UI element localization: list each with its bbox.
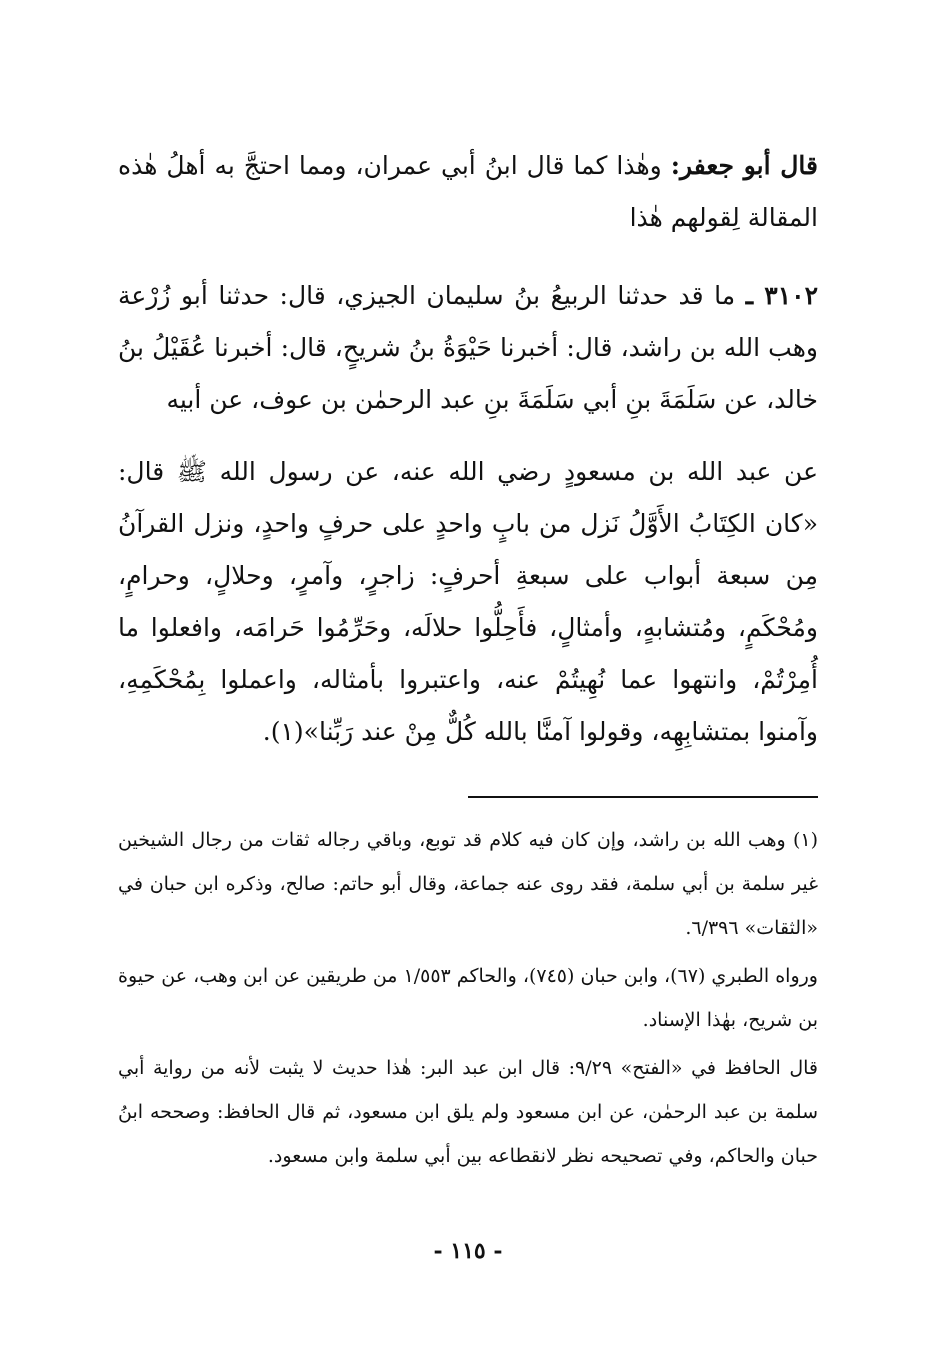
footnote-3: قال الحافظ في «الفتح» ٩/٢٩: قال ابن عبد البر: هٰذا حديث لا يثبت لأنه من رواية أبي سلمة بن عبد الرحمٰن، عن ابن مسعود ولم يلق ابن مسعود، ثم قال الحافظ: وصححه ابنُ حبان والحاكم، وفي تصحيحه نظر لانقطاعه بين أبي سلمة وابن مسعود. bbox=[118, 1057, 819, 1167]
speaker-label: قال أبو جعفر: bbox=[670, 151, 819, 180]
footnote-2: ورواه الطبري (٦٧)، وابن حبان (٧٤٥)، والحاكم ١/٥٥٣ من طريقين عن ابن وهب، عن حيوة بن شريح، بهٰذا الإسناد. bbox=[118, 965, 818, 1031]
main-text bbox=[118, 140, 818, 778]
footnote-1: (١) وهب الله بن راشد، وإن كان فيه كلام قد توبع، وباقي رجاله ثقات من رجال الشيخين غير سلمة بن أبي سلمة، فقد روى عنه جماعة، وقال أبو حاتم: صالح، وذكره ابن حبان في «الثقات» ٦/٣٩٦. bbox=[118, 829, 818, 939]
page-number: - ١١٥ - bbox=[433, 1238, 503, 1264]
hadith-matn-paragraph bbox=[118, 446, 818, 758]
hadith-isnad: ما قد حدثنا الربيعُ بنُ سليمان الجيزي، قال: حدثنا أبو زُرْعة وهب الله بن راشد، قال: أخبرنا حَيْوَةُ بنُ شريحٍ، قال: أخبرنا عُقَيْلُ بنُ خالد، عن سَلَمَةَ بنِ أبي سَلَمَةَ بنِ عبد الرحمٰن بن عوف، عن أبيه bbox=[118, 281, 818, 414]
footnote-separator bbox=[468, 796, 818, 798]
footnotes bbox=[118, 818, 818, 1182]
intro-text: وهٰذا كما قال ابنُ أبي عمران، ومما احتجَّ به أهلُ هٰذه المقالة لِقولهم هٰذا bbox=[118, 151, 818, 232]
hadith-matn: عن عبد الله بن مسعودٍ رضي الله عنه، عن رسول الله ﷺ قال: «كان الكِتَابُ الأَوَّلُ نَزل من بابٍ واحدٍ على حرفٍ واحدٍ، ونزل القرآنُ مِن سبعة أبواب على سبعةِ أحرفٍ: زاجرٍ، وآمرٍ، وحلالٍ، وحرامٍ، ومُحْكَمٍ، ومُتشابهٍ، وأمثالٍ، فأَحِلُّوا حلالَه، وحَرِّمُوا حَرامَه، وافعلوا ما أُمِرْتُمْ، وانتهوا عما نُهِيتُمْ عنه، واعتبروا بأمثاله، واعملوا بِمُحْكَمِهِ، وآمنوا بمتشابِهِه، وقولوا آمنَّا بالله كُلٌّ مِنْ عند رَبِّنا»(١). bbox=[118, 457, 818, 746]
hadith-number: ٣١٠٢ ـ bbox=[745, 281, 819, 310]
hadith-isnad-paragraph bbox=[118, 270, 818, 426]
intro-paragraph bbox=[118, 140, 818, 244]
